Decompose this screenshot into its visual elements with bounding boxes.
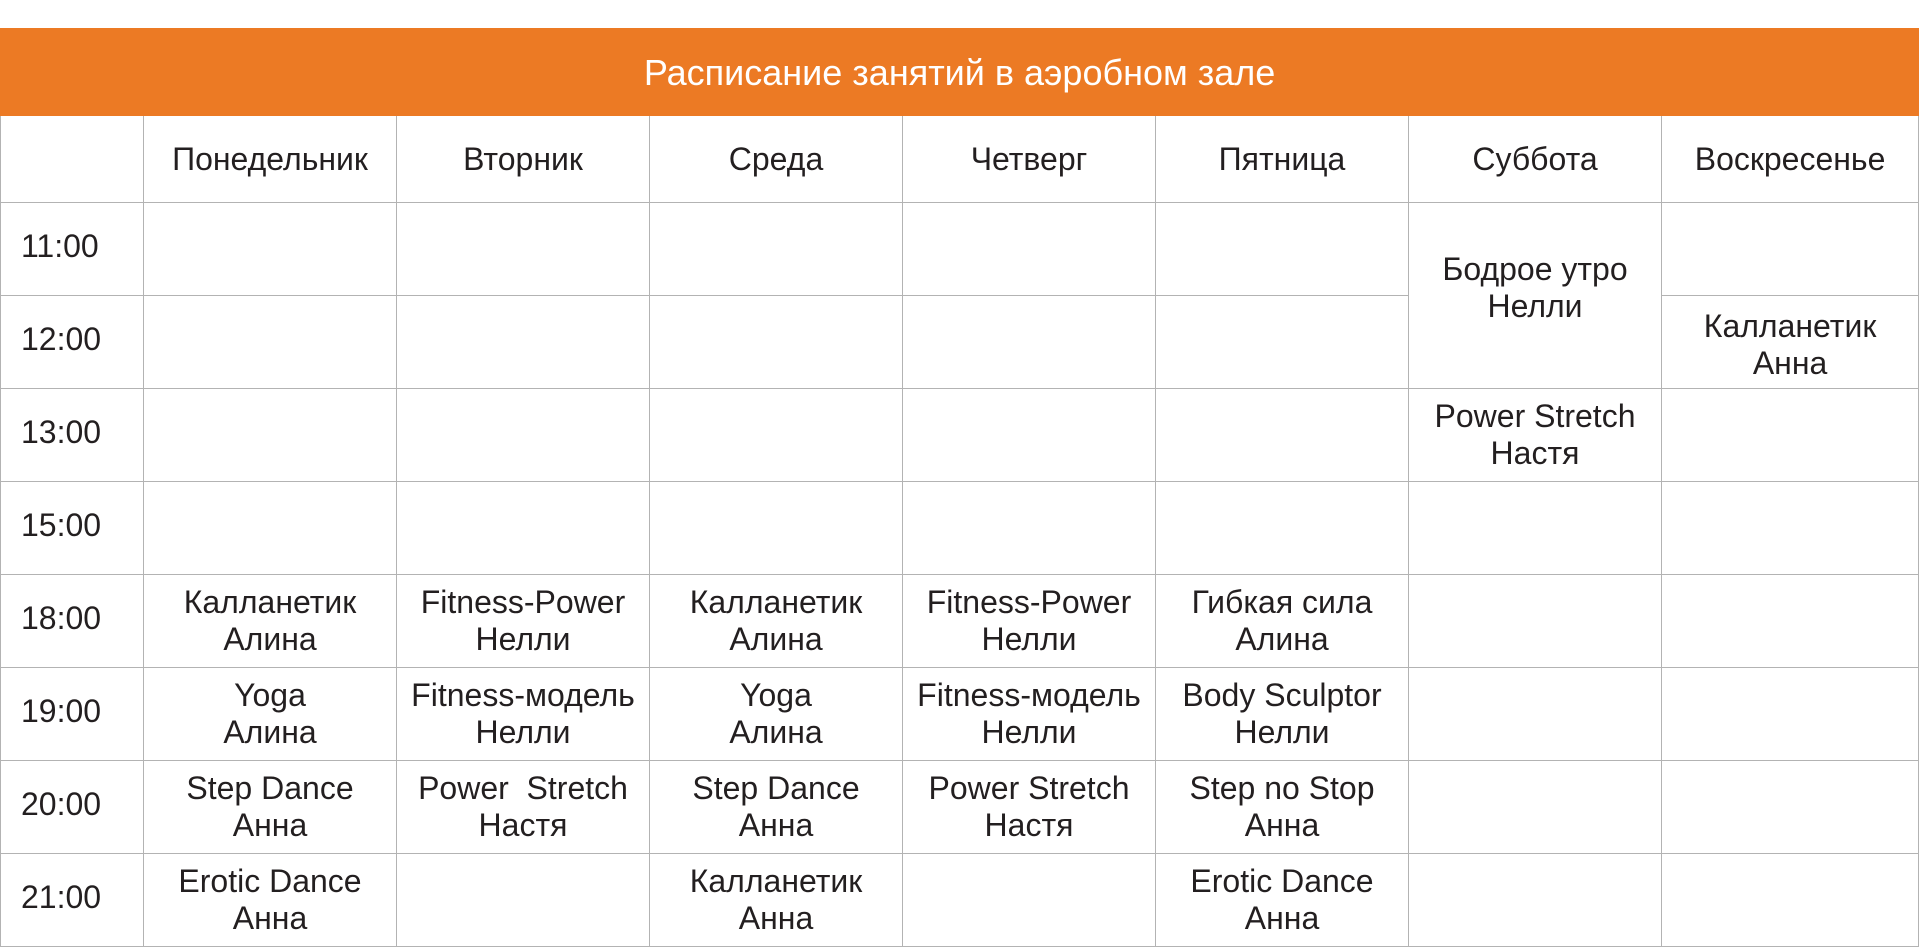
class-cell bbox=[903, 575, 1156, 668]
trainer-name: Анна bbox=[1244, 807, 1320, 843]
class-cell bbox=[144, 668, 397, 761]
empty-cell bbox=[1156, 296, 1409, 389]
empty-cell bbox=[397, 854, 650, 947]
trainer-name: Нелли bbox=[475, 714, 571, 750]
time-row bbox=[1, 389, 1919, 482]
class-cell bbox=[650, 854, 903, 947]
class-cell bbox=[144, 854, 397, 947]
class-cell bbox=[1409, 389, 1662, 482]
trainer-name: Анна bbox=[738, 900, 814, 936]
empty-cell bbox=[650, 389, 903, 482]
time-label: 15:00 bbox=[1, 482, 144, 575]
trainer-name: Нелли bbox=[1487, 287, 1583, 324]
empty-cell bbox=[144, 296, 397, 389]
class-cell bbox=[397, 668, 650, 761]
empty-cell bbox=[1156, 203, 1409, 296]
trainer-name: Алина bbox=[1235, 621, 1329, 657]
day-header-thursday: Четверг bbox=[903, 116, 1156, 203]
trainer-name: Нелли bbox=[981, 621, 1077, 657]
class-name: Yoga bbox=[740, 677, 812, 713]
class-cell bbox=[1156, 575, 1409, 668]
empty-cell bbox=[397, 389, 650, 482]
class-name: Fitness-Power bbox=[926, 584, 1132, 620]
trainer-name: Настя bbox=[984, 807, 1074, 843]
time-row bbox=[1, 482, 1919, 575]
time-row bbox=[1, 854, 1919, 947]
trainer-name: Алина bbox=[223, 714, 317, 750]
day-header-saturday: Суббота bbox=[1409, 116, 1662, 203]
empty-cell bbox=[1156, 389, 1409, 482]
trainer-name: Нелли bbox=[475, 621, 571, 657]
class-name: Power Stretch bbox=[418, 770, 628, 806]
trainer-name: Анна bbox=[232, 900, 308, 936]
class-name: Yoga bbox=[234, 677, 306, 713]
trainer-name: Настя bbox=[1490, 435, 1580, 471]
class-name: Erotic Dance bbox=[178, 863, 362, 899]
trainer-name: Анна bbox=[1752, 345, 1828, 381]
class-name: Body Sculptor bbox=[1182, 677, 1382, 713]
trainer-name: Анна bbox=[232, 807, 308, 843]
class-cell bbox=[144, 761, 397, 854]
schedule-table bbox=[0, 28, 1919, 947]
class-name: Step no Stop bbox=[1189, 770, 1375, 806]
class-cell bbox=[397, 575, 650, 668]
class-cell bbox=[1409, 203, 1662, 389]
class-cell bbox=[650, 668, 903, 761]
empty-cell bbox=[1409, 575, 1662, 668]
class-cell bbox=[903, 761, 1156, 854]
class-name: Бодрое утро bbox=[1442, 250, 1628, 287]
day-header-sunday: Воскресенье bbox=[1662, 116, 1919, 203]
time-label: 18:00 bbox=[1, 575, 144, 668]
empty-cell bbox=[1662, 761, 1919, 854]
time-row bbox=[1, 761, 1919, 854]
empty-cell bbox=[1662, 854, 1919, 947]
empty-cell bbox=[903, 389, 1156, 482]
empty-cell bbox=[397, 482, 650, 575]
empty-cell bbox=[144, 203, 397, 296]
day-header-wednesday: Среда bbox=[650, 116, 903, 203]
trainer-name: Алина bbox=[223, 621, 317, 657]
empty-cell bbox=[650, 296, 903, 389]
class-name: Fitness-Power bbox=[420, 584, 626, 620]
time-label: 13:00 bbox=[1, 389, 144, 482]
empty-cell bbox=[397, 203, 650, 296]
time-row bbox=[1, 203, 1919, 296]
day-header-monday: Понедельник bbox=[144, 116, 397, 203]
class-cell bbox=[903, 668, 1156, 761]
empty-cell bbox=[1662, 203, 1919, 296]
empty-cell bbox=[397, 296, 650, 389]
empty-cell bbox=[650, 203, 903, 296]
corner-cell bbox=[1, 116, 144, 203]
class-cell bbox=[1156, 668, 1409, 761]
class-name: Power Stretch bbox=[928, 770, 1130, 806]
time-label: 20:00 bbox=[1, 761, 144, 854]
time-label: 21:00 bbox=[1, 854, 144, 947]
trainer-name: Алина bbox=[729, 621, 823, 657]
days-header-row bbox=[1, 116, 1919, 203]
class-name: Fitness-модель bbox=[917, 677, 1141, 713]
empty-cell bbox=[144, 389, 397, 482]
time-row bbox=[1, 668, 1919, 761]
class-name: Калланетик bbox=[689, 584, 863, 620]
time-label: 19:00 bbox=[1, 668, 144, 761]
class-name: Калланетик bbox=[183, 584, 357, 620]
class-cell bbox=[1662, 296, 1919, 389]
empty-cell bbox=[1662, 482, 1919, 575]
class-cell bbox=[650, 761, 903, 854]
empty-cell bbox=[903, 296, 1156, 389]
empty-cell bbox=[1409, 668, 1662, 761]
class-cell bbox=[397, 761, 650, 854]
class-cell bbox=[1156, 854, 1409, 947]
class-cell bbox=[1156, 761, 1409, 854]
time-label: 11:00 bbox=[1, 203, 144, 296]
class-name: Erotic Dance bbox=[1190, 863, 1374, 899]
empty-cell bbox=[1662, 575, 1919, 668]
time-label: 12:00 bbox=[1, 296, 144, 389]
empty-cell bbox=[144, 482, 397, 575]
empty-cell bbox=[1662, 668, 1919, 761]
time-row bbox=[1, 575, 1919, 668]
empty-cell bbox=[1409, 482, 1662, 575]
day-header-tuesday: Вторник bbox=[397, 116, 650, 203]
trainer-name: Анна bbox=[738, 807, 814, 843]
class-name: Калланетик bbox=[689, 863, 863, 899]
trainer-name: Настя bbox=[478, 807, 568, 843]
class-name: Power Stretch bbox=[1434, 398, 1636, 434]
schedule-title: Расписание занятий в аэробном зале bbox=[1, 29, 1919, 116]
trainer-name: Алина bbox=[729, 714, 823, 750]
empty-cell bbox=[1409, 761, 1662, 854]
trainer-name: Нелли bbox=[981, 714, 1077, 750]
trainer-name: Анна bbox=[1244, 900, 1320, 936]
day-header-friday: Пятница bbox=[1156, 116, 1409, 203]
class-cell bbox=[650, 575, 903, 668]
empty-cell bbox=[1156, 482, 1409, 575]
class-name: Калланетик bbox=[1703, 308, 1877, 344]
trainer-name: Нелли bbox=[1234, 714, 1330, 750]
empty-cell bbox=[1409, 854, 1662, 947]
empty-cell bbox=[903, 482, 1156, 575]
empty-cell bbox=[903, 854, 1156, 947]
class-name: Step Dance bbox=[692, 770, 860, 806]
class-cell bbox=[144, 575, 397, 668]
empty-cell bbox=[903, 203, 1156, 296]
empty-cell bbox=[650, 482, 903, 575]
class-name: Step Dance bbox=[186, 770, 354, 806]
class-name: Fitness-модель bbox=[411, 677, 635, 713]
empty-cell bbox=[1662, 389, 1919, 482]
class-name: Гибкая сила bbox=[1191, 584, 1373, 620]
